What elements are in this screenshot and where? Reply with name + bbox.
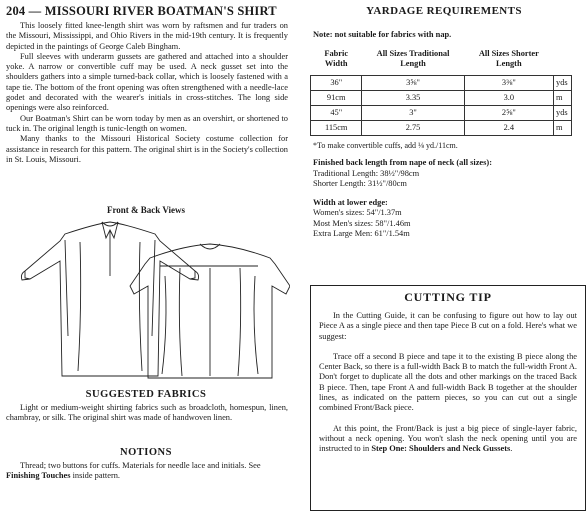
- description-paragraph: Our Boatman's Shirt can be worn today by men as an overshirt, or shortened to tuck in. The original length is tunic-length on women.: [6, 113, 288, 133]
- front-view-drawing: [21, 222, 198, 376]
- views-label: Front & Back Views: [106, 205, 186, 216]
- table-cell: 2.75: [362, 121, 464, 136]
- table-cell: 2.4: [464, 121, 553, 136]
- step-one-reference: Step One: Shoulders and Neck Gussets: [371, 444, 511, 454]
- yardage-table: [310, 49, 572, 136]
- back-length-line: Shorter Length: 31½"/80cm: [313, 179, 407, 188]
- description: [6, 21, 288, 165]
- yardage-heading: YARDAGE REQUIREMENTS: [366, 5, 522, 17]
- lower-edge-block: [313, 198, 588, 240]
- pattern-title: 204 — MISSOURI RIVER BOATMAN'S SHIRT: [6, 4, 277, 18]
- table-cell: 3⅝": [362, 76, 464, 91]
- table-row: [311, 91, 572, 106]
- table-cell: 36": [311, 76, 362, 91]
- lower-edge-heading: Width at lower edge:: [313, 197, 388, 207]
- column-header: Fabric Width: [324, 49, 349, 68]
- cutting-tip-paragraph: [319, 424, 577, 455]
- back-length-heading: Finished back length from nape of neck (all sizes):: [313, 158, 492, 167]
- table-cell: 91cm: [311, 91, 362, 106]
- table-cell: 2⅝": [464, 106, 553, 121]
- table-cell: 3": [362, 106, 464, 121]
- column-header-empty: [554, 49, 572, 76]
- finishing-touches-link: Finishing Touches: [6, 471, 71, 481]
- back-length-block: [313, 158, 588, 190]
- cutting-tip-text-end: .: [510, 444, 513, 454]
- table-row: [311, 76, 572, 91]
- description-paragraph: Full sleeves with underarm gussets are gathered and attached into a shoulder yoke. A narrow or convertible cuff may be used. A neck gusset set into the shoulders gathers into a simple turned-back collar, which is loosely fastened with a tape tie. The bottom of the front opening was often strengthened with a needle-lace godet and decorated with the wearer's initials in cross-stitches. The long side openings were also reinforced.: [6, 51, 288, 113]
- description-paragraph: Many thanks to the Missouri Historical Society costume collection for assistance in research for this pattern. The original shirt is in the Society's collection in St. Louis, Missouri.: [6, 134, 288, 164]
- suggested-fabrics-heading: SUGGESTED FABRICS: [85, 389, 207, 400]
- notions-text: [6, 461, 288, 482]
- table-cell: yds: [554, 76, 572, 91]
- shirt-illustration: [10, 216, 290, 381]
- table-header-row: [311, 49, 572, 76]
- description-paragraph: This loosely fitted knee-length shirt was worn by raftsmen and fur traders on the Missouri, Mississippi, and Ohio Rivers in the mid-19th century. It is frequently depicted in the paintings of George Caleb Bingham.: [6, 21, 288, 51]
- table-cell: 115cm: [311, 121, 362, 136]
- table-row: [311, 106, 572, 121]
- table-cell: 3⅜": [464, 76, 553, 91]
- table-cell: 3.0: [464, 91, 553, 106]
- column-header: All Sizes Shorter Length: [478, 49, 539, 68]
- back-length-line: Traditional Length: 38½"/98cm: [313, 168, 420, 178]
- suggested-fabrics-text: Light or medium-weight shirting fabrics such as broadcloth, homespun, linen, chambray, or silk. The original shirt was made of handwoven linen.: [6, 403, 288, 423]
- cuff-footnote: *To make convertible cuffs, add ⅛ yd./11cm.: [313, 141, 458, 150]
- cutting-tip-title: CUTTING TIP: [404, 290, 492, 304]
- cutting-tip-paragraph: In the Cutting Guide, it can be confusing to figure out how to lay out Piece A as a single piece and then tape Piece B cut on a fold. Here's what we suggest:: [319, 311, 577, 341]
- cutting-tip-paragraph: Trace off a second B piece and tape it to the existing B piece along the Center Back, so there is a full-width Back B to match the full-width Front A. Don't forget to duplicate all the dots and other markings on the traced Back B piece. Then, tape Front A and full-width Back B together at the shoulder lines, as indicated on the pattern pieces, so you can cut out a single combined Front/Back piece.: [319, 351, 577, 413]
- table-cell: 45": [311, 106, 362, 121]
- cutting-tip-box: [310, 285, 586, 511]
- table-cell: 3.35: [362, 91, 464, 106]
- table-row: [311, 121, 572, 136]
- table-cell: yds: [554, 106, 572, 121]
- table-cell: m: [554, 91, 572, 106]
- lower-edge-line: Extra Large Men: 61"/1.54m: [313, 229, 410, 238]
- lower-edge-line: Women's sizes: 54"/1.37m: [313, 208, 402, 217]
- left-column: [0, 0, 292, 523]
- nap-note: Note: not suitable for fabrics with nap.: [313, 30, 452, 39]
- cutting-tip-text: At this point, the Front/Back is just a big piece of single-layer fabric, without a neck opening. You won't slash the neck opening until you are instructed to in: [319, 423, 577, 454]
- lower-edge-line: Most Men's sizes: 58"/1.46m: [313, 218, 411, 228]
- notions-text-start: Thread; two buttons for cuffs. Materials for needle lace and initials. See: [20, 461, 261, 470]
- cutting-tip-body: [319, 311, 577, 455]
- column-header: All Sizes Traditional Length: [376, 49, 450, 68]
- notions-text-end: inside pattern.: [70, 471, 121, 481]
- notions-heading: NOTIONS: [120, 447, 172, 458]
- right-column: [300, 0, 588, 523]
- table-cell: m: [554, 121, 572, 136]
